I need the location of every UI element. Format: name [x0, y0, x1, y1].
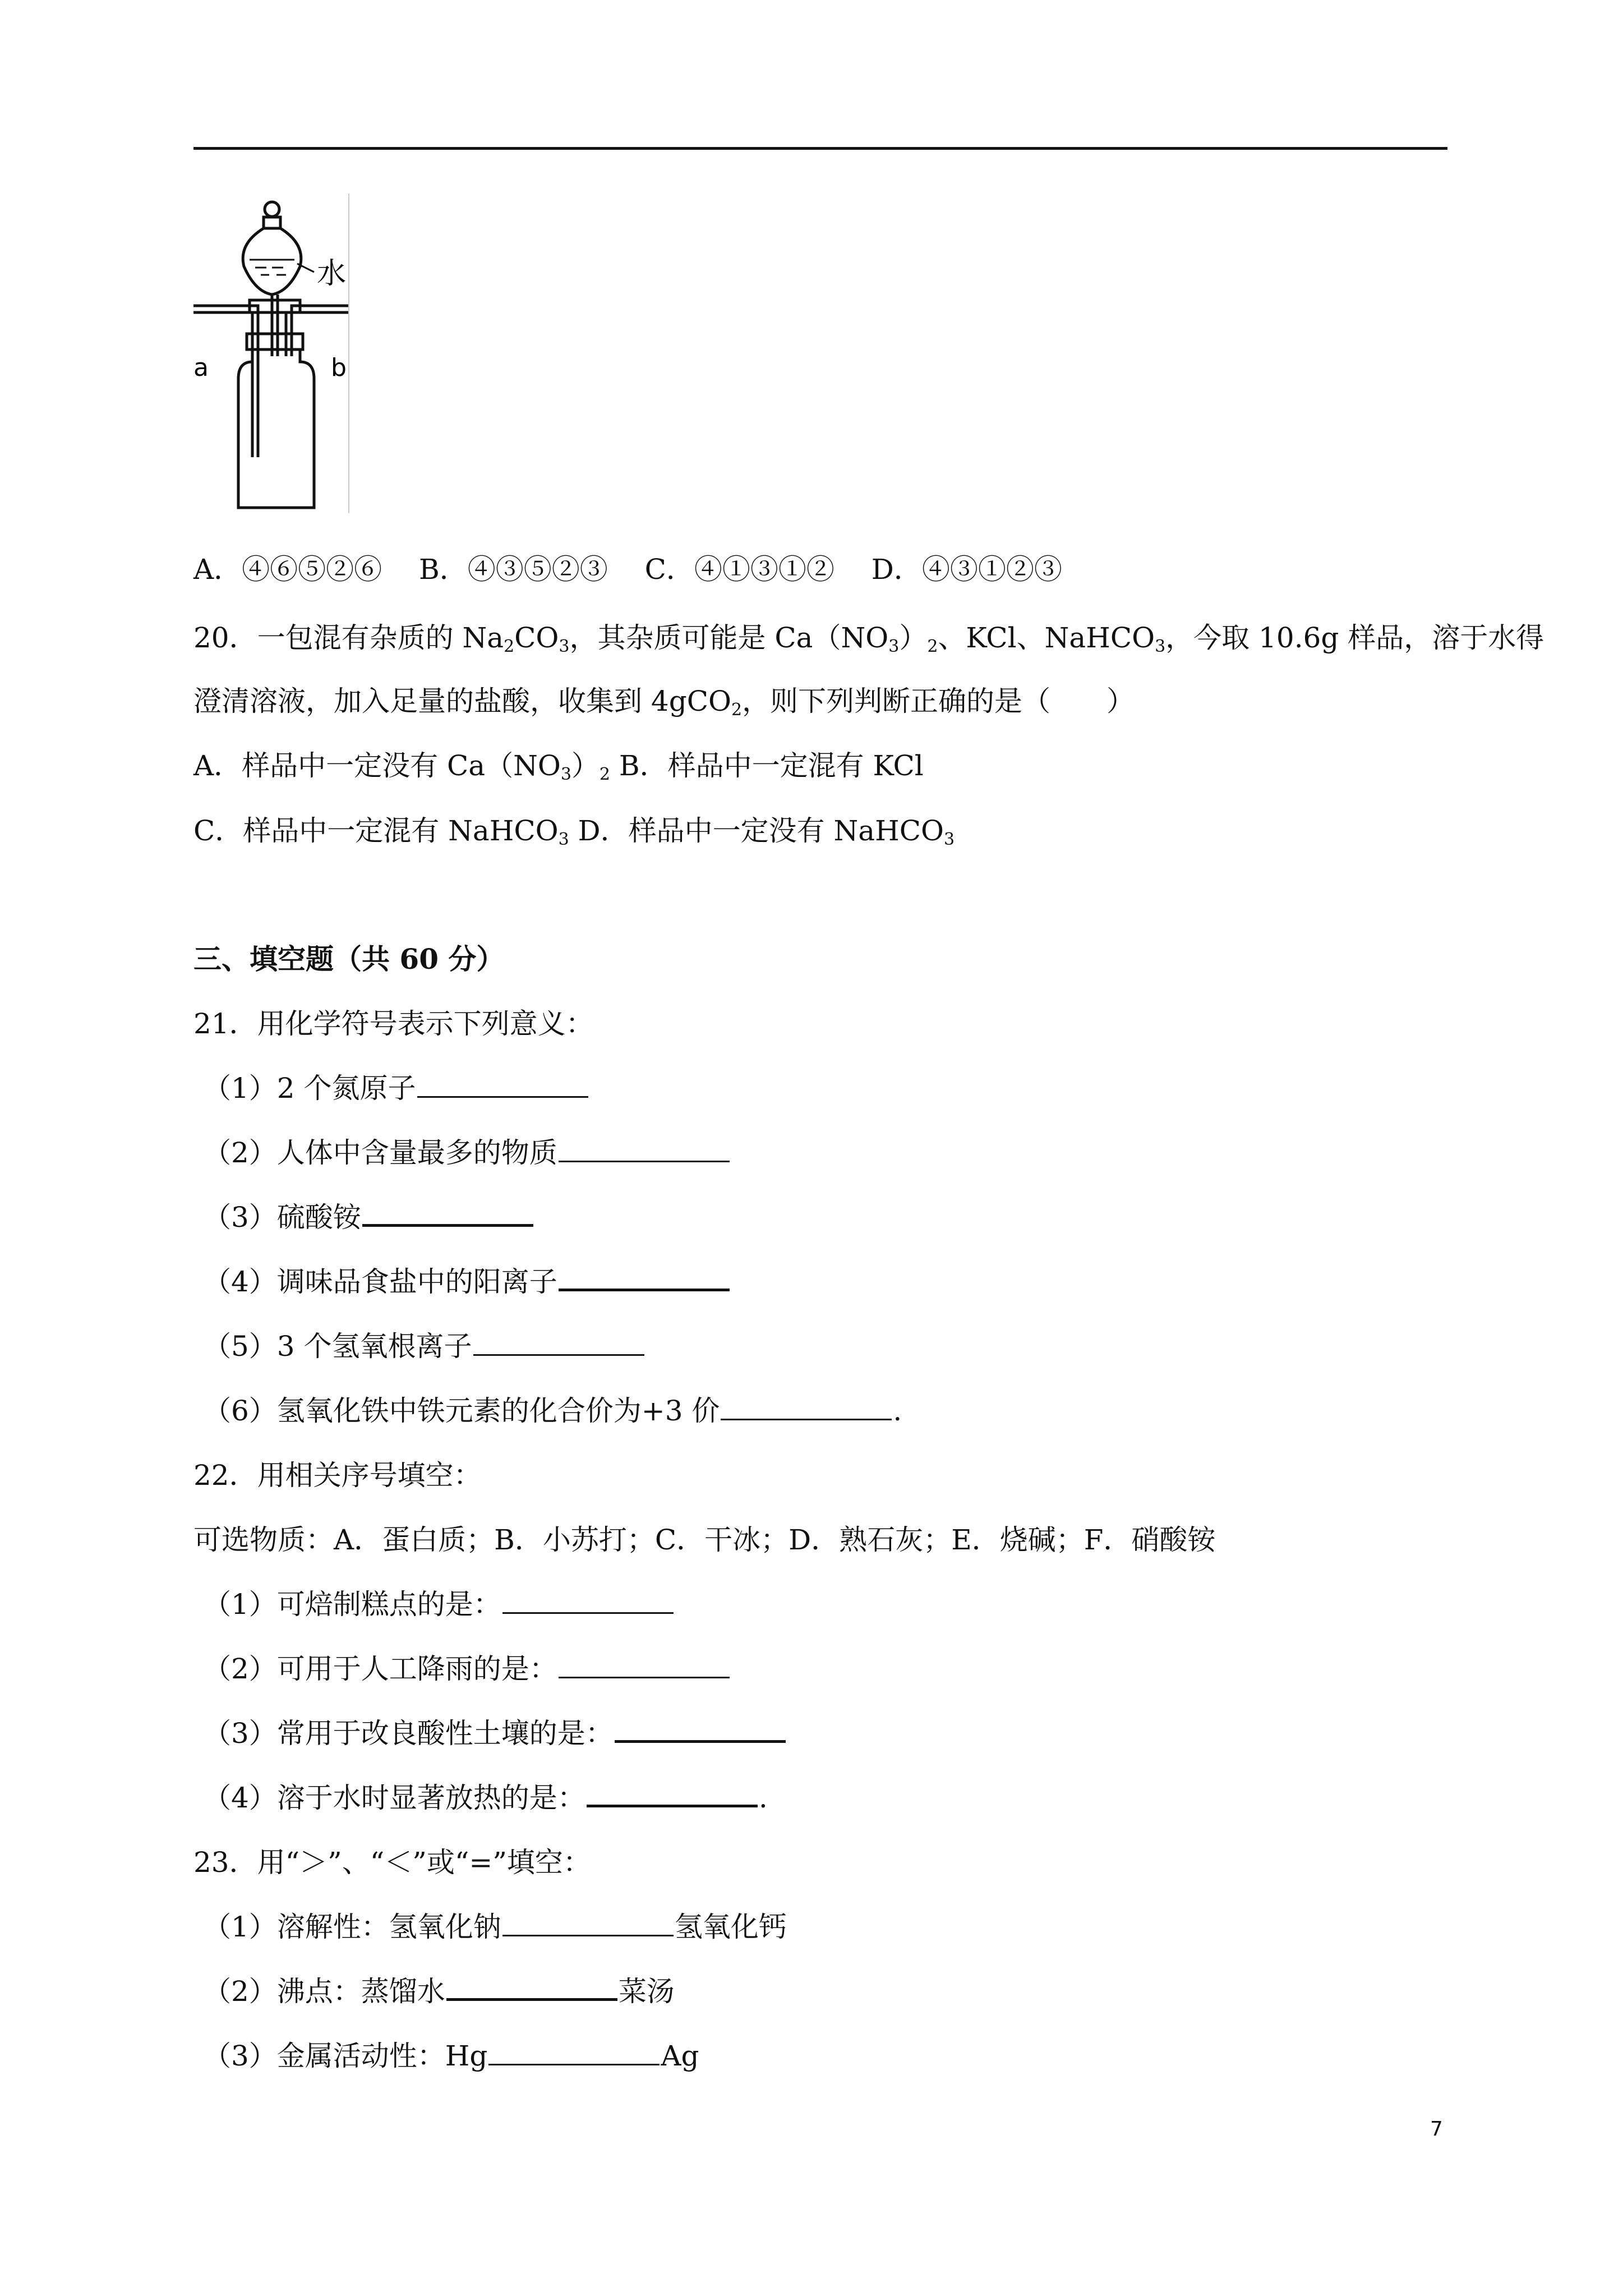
- q23-item-1: （1）溶解性：氢氧化钠 氢氧化钙: [203, 1911, 787, 1943]
- port-b-label: b: [331, 353, 347, 382]
- q22-item-3: （3）常用于改良酸性土壤的是：: [203, 1717, 787, 1750]
- q20-stem-line1: 20．一包混有杂质的 $Na_2CO_3$，其杂质可能是 $Ca(NO_3)_2$、KCl、NaHCO$_3$，今取 10.6g 样品，溶于水得: [193, 622, 1544, 656]
- answer-blank[interactable]: [362, 1202, 533, 1227]
- q23-stem: 23．用“＞”、“＜”或“=”填空：: [193, 1846, 591, 1879]
- answer-blank[interactable]: [502, 1590, 674, 1614]
- q22-item-2: （2）可用于人工降雨的是：: [203, 1652, 731, 1686]
- q23-item-2: （2）沸点：蒸馏水 菜汤: [203, 1975, 675, 2008]
- answer-blank[interactable]: [488, 2041, 660, 2065]
- q21-item-2: （2）人体中含量最多的物质: [203, 1136, 731, 1170]
- q21-item-5: （5）3 个氢氧根离子: [203, 1329, 645, 1363]
- q22-item-4: （4）溶于水时显著放热的是： .: [203, 1782, 768, 1814]
- answer-blank[interactable]: [559, 1654, 730, 1678]
- q21-stem: 21．用化学符号表示下列意义：: [193, 1007, 594, 1040]
- answer-blank[interactable]: [587, 1782, 758, 1807]
- q21-item-3: （3）硫酸铵: [203, 1200, 534, 1234]
- answer-blank[interactable]: [559, 1266, 730, 1291]
- q22-stem: 22．用相关序号填空：: [193, 1459, 482, 1492]
- q22-item-1: （1）可焙制糕点的是：: [203, 1588, 675, 1621]
- answer-blank[interactable]: [417, 1074, 588, 1098]
- page-number: 7: [1430, 2118, 1443, 2141]
- q20-stem-line2: 澄清溶液，加入足量的盐酸，收集到 4gCO$_2$，则下列判断正确的是（ ）: [193, 685, 1135, 720]
- q19-options: A．④⑥⑤②⑥ B．④③⑤②③ C．④①③①② D．④③①②③: [193, 553, 1062, 586]
- answer-blank[interactable]: [502, 1912, 674, 1936]
- answer-blank[interactable]: [473, 1332, 644, 1356]
- q20-options-cd: C．样品中一定混有 NaHCO$_3$ D．样品中一定没有 NaHCO$_3$: [193, 815, 955, 849]
- q20-options-ab: A．样品中一定没有 $Ca(NO_3)_2$ B．样品中一定混有 KCl: [193, 749, 924, 784]
- section-3-heading: 三、填空题（共 60 分）: [193, 942, 505, 976]
- port-a-label: a: [193, 353, 209, 382]
- answer-blank[interactable]: [721, 1396, 892, 1420]
- water-label: 水: [317, 257, 347, 291]
- gas-bottle-with-funnel-diagram: [193, 194, 348, 513]
- q22-choices: 可选物质：A．蛋白质；B．小苏打；C．干冰；D．熟石灰；E．烧碱；F．硝酸铵: [193, 1524, 1216, 1556]
- q21-item-4: （4）调味品食盐中的阳离子: [203, 1265, 731, 1299]
- answer-blank[interactable]: [559, 1138, 730, 1162]
- q21-item-6: （6）氢氧化铁中铁元素的化合价为+3 价 .: [203, 1395, 902, 1427]
- q21-item-1: （1）2 个氮原子: [203, 1071, 589, 1105]
- answer-blank[interactable]: [615, 1718, 786, 1743]
- header-rule: [193, 147, 1447, 150]
- answer-blank[interactable]: [446, 1976, 617, 2001]
- apparatus-figure: [193, 194, 349, 513]
- q23-item-3: （3）金属活动性：Hg Ag: [203, 2040, 699, 2072]
